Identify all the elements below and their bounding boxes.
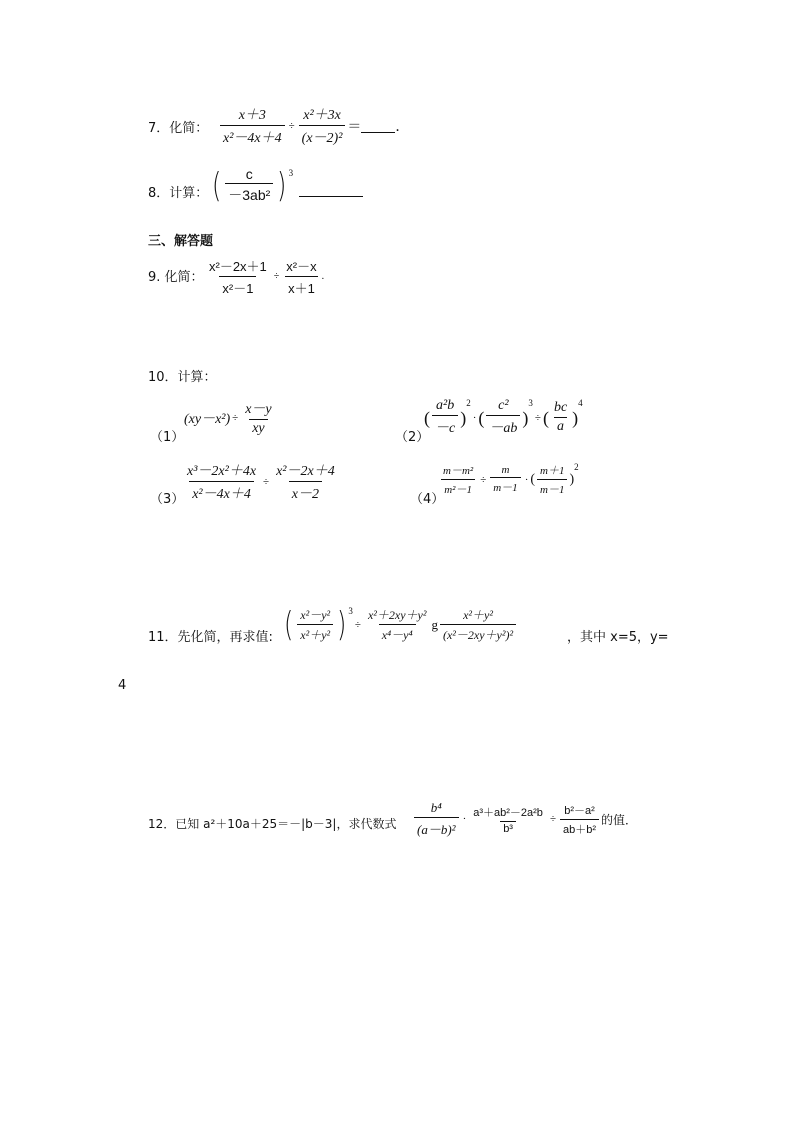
q11-wrap: 4 bbox=[118, 678, 127, 693]
q7-fraction-1: $\frac{x+3}{\text{x²－4x＋4}}$ bbox=[220, 104, 285, 147]
q10-number: 10．计算： bbox=[148, 370, 217, 385]
q11-prefix: 11．先化简，再求值: bbox=[148, 630, 273, 645]
q9-fraction-1: $\frac{\text{x²－2x＋1}}{\text{x²－1}}$ bbox=[209, 259, 267, 296]
q7-number: 7．化简： bbox=[148, 121, 209, 136]
q10-part4-label: （4） bbox=[410, 492, 445, 507]
q12-prefix: 12．已知 a²＋10a＋25＝－|b－3|，求代数式 bbox=[148, 817, 397, 831]
q12-expression: $\frac{\text{b⁴}}{\text{(a－b)²}}$ · $\frac{\text{a³＋ab²－2a²b}}{\text{b³}}$ ÷ $\frac{\text{b²－a²}}{\text{ab＋b²}}$ 的值． bbox=[412, 800, 637, 838]
q10-part2-expression: ( $\frac{\text{a²b}}{-c}$ ) 2 · ( $\frac{\text{c²}}{-ab}$ ) 3 ÷ ( $\frac{bc}{a}$ ) 4 bbox=[424, 398, 583, 436]
q8-number: 8．计算： bbox=[148, 186, 209, 201]
q10-part1-label: （1） bbox=[150, 430, 185, 445]
q9-number: 9. 化简： bbox=[148, 270, 204, 285]
q10-part1-fraction: $\frac{x-y}{xy}$ bbox=[245, 402, 272, 436]
q8-expression: ( $\frac{c}{\text{－3ab²}}$ ) 3 bbox=[210, 166, 363, 205]
q8-fraction: $\frac{c}{\text{－3ab²}}$ bbox=[225, 166, 273, 205]
q10-part1-expression: (xy－x²) ÷ $\frac{x-y}{xy}$ bbox=[184, 398, 277, 437]
q7-expression: $\frac{x+3}{\text{x²－4x＋4}}$ ÷ $\frac{\text{x²＋3x}}{\text{(x－2)²}}$ ＝ ． bbox=[218, 104, 409, 147]
q10-part2-label: （2） bbox=[395, 430, 430, 445]
q12-suffix: 的值． bbox=[601, 812, 638, 827]
q10-part4-expression: $\frac{\text{m－m²}}{\text{m²－1}}$ ÷ $\frac{m}{m-1}$ · ( $\frac{m+1}{m-1}$ ) 2 bbox=[443, 462, 579, 496]
q9-expression: $\frac{\text{x²－2x＋1}}{\text{x²－1}}$ ÷ $\frac{\text{x²－x}}{x+1}$ . bbox=[204, 256, 324, 297]
q7-fraction-2: $\frac{\text{x²＋3x}}{\text{(x－2)²}}$ bbox=[299, 104, 346, 147]
q9-fraction-2: $\frac{\text{x²－x}}{x+1}$ bbox=[286, 259, 317, 296]
q10-part3-expression: $\frac{\text{x³－2x²＋4x}}{\text{x²－4x＋4}}$ ÷ $\frac{\text{x²－2x＋4}}{x-2}$ bbox=[187, 464, 335, 502]
q8-answer-blank[interactable] bbox=[299, 174, 363, 197]
q10-part3-label: （3） bbox=[150, 492, 185, 507]
q11-suffix: ，其中 x=5，y= bbox=[567, 630, 669, 645]
section-heading: 三、解答题 bbox=[148, 234, 214, 249]
divide-sign: ÷ bbox=[288, 119, 295, 132]
q7-answer-blank[interactable] bbox=[361, 118, 395, 133]
q11-expression: ( $\frac{\text{x²－y²}}{\text{x²＋y²}}$ ) 3 ÷ $\frac{\text{x²＋2xy＋y²}}{\text{x⁴－y⁴}}$ g $\frac{\text{x²＋y²}}{\text{(x²－2xy＋y²)²}}$ bbox=[282, 606, 518, 643]
